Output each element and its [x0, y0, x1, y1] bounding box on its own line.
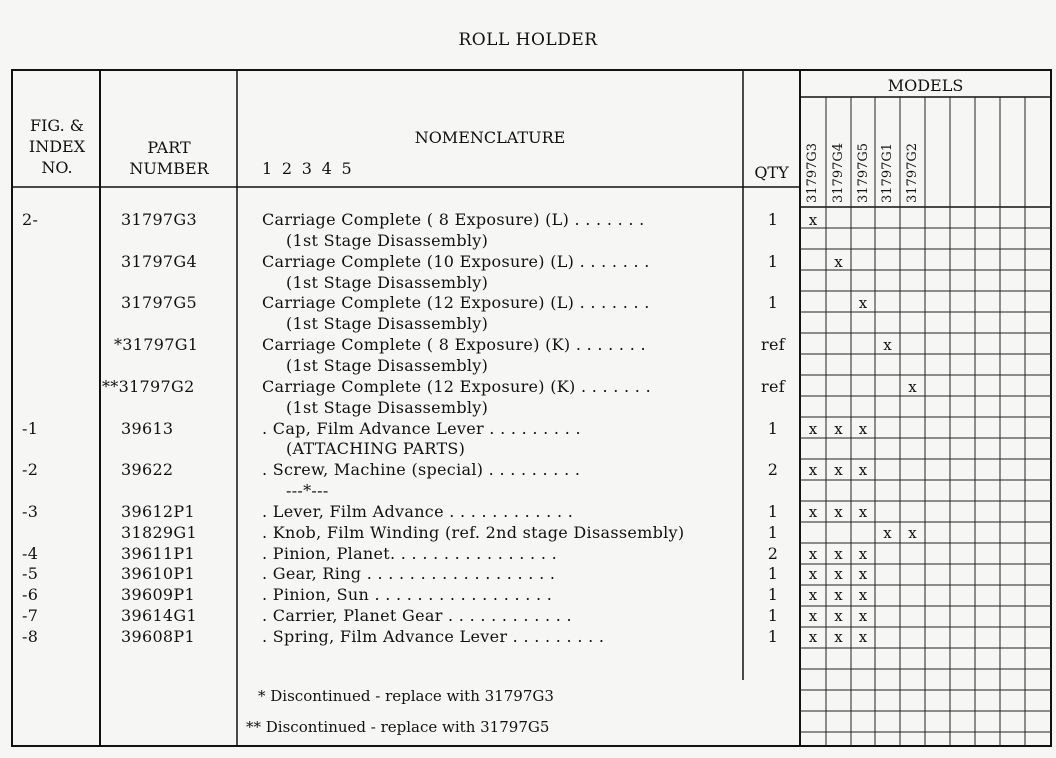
model-column-label: 31797G4 [831, 142, 846, 203]
row-part-number: 31797G4 [121, 251, 197, 271]
model-mark: x [808, 565, 818, 584]
row-part-number: *31797G1 [114, 335, 199, 355]
row-nomenclature: Carriage Complete ( 8 Exposure) (K) . . . . . . . [262, 335, 646, 355]
model-mark: x [808, 544, 818, 563]
row-nomenclature: Carriage Complete (12 Exposure) (K) . . . . . . . [262, 376, 651, 396]
model-mark: x [858, 628, 868, 646]
footnote-1: * Discontinued - replace with 31797G3 [258, 687, 554, 705]
model-mark: x [858, 607, 868, 626]
row-qty: 1 [767, 210, 779, 229]
row-nomenclature: . Pinion, Sun . . . . . . . . . . . . . . . . . [262, 585, 553, 605]
model-mark: x [808, 502, 818, 521]
row-index: -7 [22, 606, 39, 626]
model-mark: x [834, 565, 843, 584]
row-part-number: 31829G1 [121, 522, 197, 542]
model-column-label: 31797G2 [905, 142, 920, 203]
model-mark: x [883, 336, 892, 355]
row-index: -1 [22, 418, 39, 438]
model-mark: x [858, 461, 868, 480]
row-nomenclature: . Screw, Machine (special) . . . . . . . . . [262, 460, 581, 480]
row-index: 2- [22, 210, 39, 229]
part-number-header: PART NUMBER [129, 138, 209, 178]
row-qty: 2 [767, 460, 779, 480]
row-nomenclature: . Cap, Film Advance Lever . . . . . . . . . [262, 418, 581, 438]
model-mark: x [808, 607, 818, 626]
model-mark: x [858, 294, 868, 313]
row-qty: 1 [767, 293, 779, 313]
model-mark: x [808, 628, 818, 646]
row-part-number: 31797G5 [121, 293, 197, 313]
row-nomenclature: . Gear, Ring . . . . . . . . . . . . . . . . . . [262, 564, 556, 584]
row-part-number: **31797G2 [102, 376, 195, 396]
row-qty: ref [761, 335, 785, 355]
row-nomenclature: (1st Stage Disassembly) [286, 272, 489, 292]
row-part-number: 39610P1 [121, 564, 195, 584]
row-qty: 1 [767, 522, 779, 542]
page-title: ROLL HOLDER [458, 30, 598, 50]
model-mark: x [808, 586, 818, 605]
row-qty: 1 [767, 585, 779, 605]
model-column-label: 31797G1 [880, 142, 895, 203]
row-nomenclature: . Knob, Film Winding (ref. 2nd stage Disassembly) [262, 522, 685, 542]
row-nomenclature: (1st Stage Disassembly) [286, 230, 489, 250]
row-part-number: 39622 [121, 460, 174, 480]
row-index: -2 [22, 460, 39, 480]
row-part-number: 39609P1 [121, 585, 195, 605]
row-part-number: 39612P1 [121, 501, 195, 521]
model-mark: x [834, 252, 843, 271]
model-mark: x [858, 586, 868, 605]
model-column-label: 31797G5 [856, 142, 871, 203]
row-index: -6 [22, 585, 39, 605]
model-column-label: 31797G3 [805, 142, 820, 203]
row-qty: 1 [767, 501, 779, 521]
model-mark: x [808, 461, 818, 480]
row-nomenclature: Carriage Complete (10 Exposure) (L) . . . . . . . [262, 251, 650, 271]
row-nomenclature: (1st Stage Disassembly) [286, 397, 489, 417]
row-qty: 1 [767, 418, 779, 438]
row-nomenclature: Carriage Complete (12 Exposure) (L) . . . . . . . [262, 293, 650, 313]
model-mark: x [858, 502, 868, 521]
row-qty: 1 [767, 564, 779, 584]
nomenclature-header: NOMENCLATURE [414, 128, 566, 147]
model-mark: x [908, 377, 917, 396]
model-mark: x [858, 419, 868, 438]
model-mark: x [858, 544, 868, 563]
model-mark: x [883, 523, 892, 542]
model-mark: x [834, 461, 843, 480]
footnote-2: ** Discontinued - replace with 31797G5 [246, 718, 550, 736]
model-mark: x [808, 419, 818, 438]
row-nomenclature: . Carrier, Planet Gear . . . . . . . . . . . . [262, 606, 572, 626]
row-nomenclature: . Spring, Film Advance Lever . . . . . . . . . [262, 627, 605, 646]
model-mark: x [834, 502, 843, 521]
fig-index-header: FIG. & INDEX NO. [28, 116, 86, 177]
model-mark: x [834, 607, 843, 626]
row-qty: 1 [767, 627, 779, 646]
row-index: -5 [22, 564, 39, 584]
row-nomenclature: ---*--- [286, 481, 329, 501]
row-part-number: 39611P1 [121, 543, 195, 563]
indent-levels-header: 1 2 3 4 5 [262, 159, 352, 178]
model-mark: x [834, 628, 843, 646]
row-nomenclature: (ATTACHING PARTS) [286, 439, 466, 459]
models-header: MODELS [887, 76, 964, 95]
model-mark: x [834, 544, 843, 563]
qty-header: QTY [754, 163, 789, 182]
row-index: -8 [22, 627, 39, 646]
row-index: -4 [22, 543, 39, 563]
row-nomenclature: (1st Stage Disassembly) [286, 314, 489, 334]
row-nomenclature: . Lever, Film Advance . . . . . . . . . . . . [262, 501, 574, 521]
row-qty: 1 [767, 606, 779, 626]
row-qty: ref [761, 376, 785, 396]
model-mark: x [908, 523, 917, 542]
model-mark: x [834, 586, 843, 605]
row-index: -3 [22, 501, 39, 521]
row-qty: 2 [767, 543, 779, 563]
row-part-number: 31797G3 [121, 210, 197, 229]
model-mark: x [808, 211, 818, 229]
row-nomenclature: (1st Stage Disassembly) [286, 355, 489, 375]
model-mark: x [834, 419, 843, 438]
model-mark: x [858, 565, 868, 584]
row-part-number: 39608P1 [121, 627, 195, 646]
row-part-number: 39613 [121, 418, 174, 438]
row-nomenclature: . Pinion, Planet. . . . . . . . . . . . . . . . [262, 543, 557, 563]
row-qty: 1 [767, 251, 779, 271]
row-part-number: 39614G1 [121, 606, 197, 626]
row-nomenclature: Carriage Complete ( 8 Exposure) (L) . . . . . . . [262, 210, 645, 229]
